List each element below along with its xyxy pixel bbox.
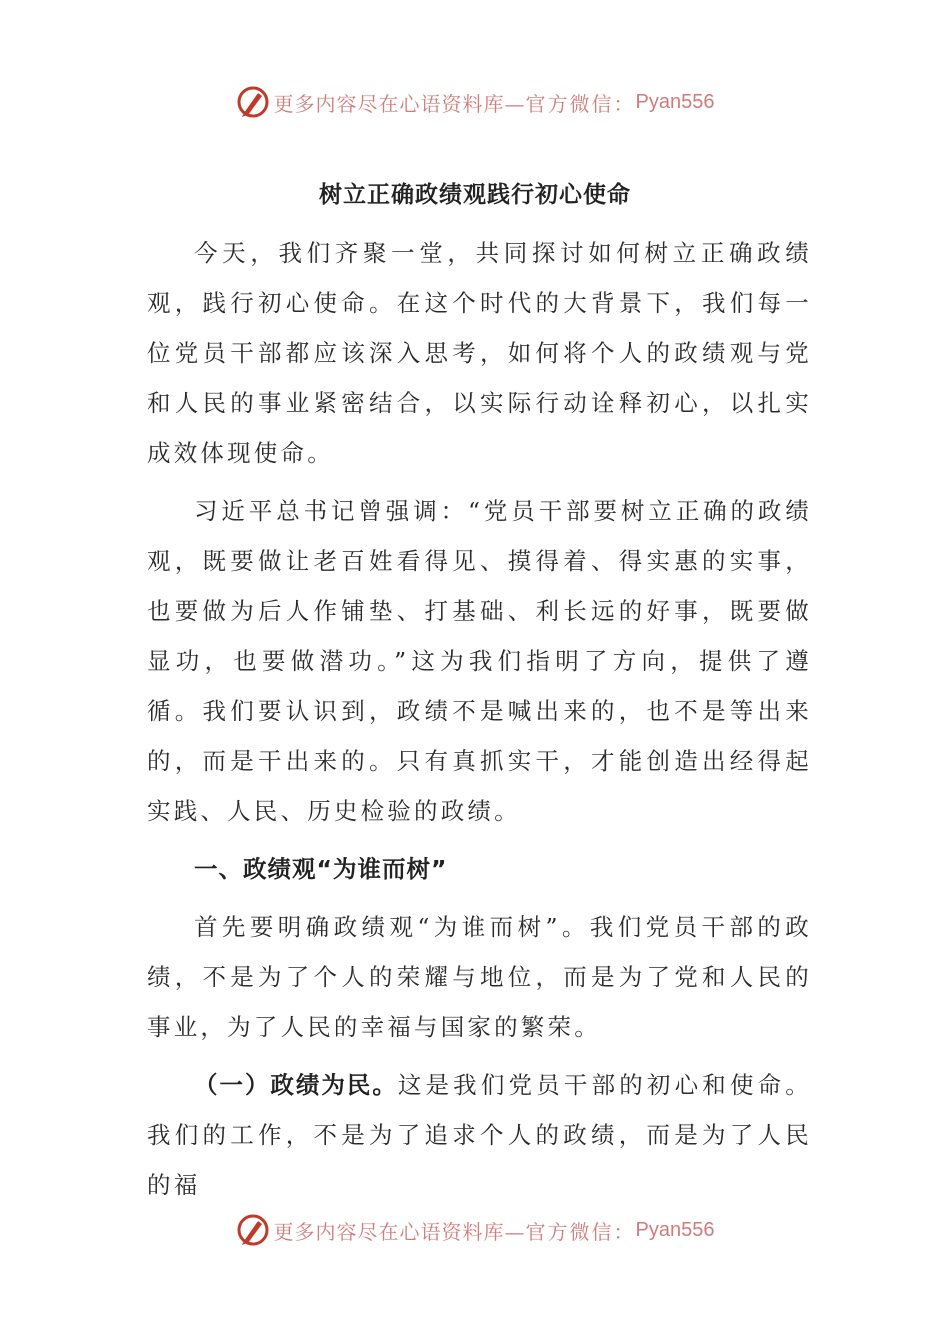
watermark-wechat-label: 官方微信： [525,1219,636,1244]
watermark-wechat-id: Pyan556 [635,90,715,113]
document-title: 树立正确政绩观践行初心使命 [319,182,631,208]
watermark-banner-bottom [0,1210,950,1250]
section-heading-1: 一、政绩观“为谁而树” [194,855,448,883]
subsection-1-paragraph [147,1060,812,1210]
watermark-wechat-label: 官方微信： [525,91,636,116]
watermark-banner-top [0,82,950,122]
subsection-1-text: 这是我们党员干部的初心和使命。我们的工作，不是为了追求个人的政绩，而是为了人民的福 [147,1071,813,1199]
document-body [147,228,812,1210]
watermark-text: 更多内容尽在心语资料库— [273,91,526,116]
watermark-wechat-id: Pyan556 [635,1218,715,1241]
pen-logo-icon [236,85,270,119]
subsection-1-heading: （一）政绩为民。 [194,1071,398,1099]
section-1-paragraph: 首先要明确政绩观“为谁而树”。我们党员干部的政绩，不是为了个人的荣耀与地位，而是为了党和人民的事业，为了人民的幸福与国家的繁荣。 [147,913,812,1041]
paragraph-1: 今天，我们齐聚一堂，共同探讨如何树立正确政绩观，践行初心使命。在这个时代的大背景下，我们每一位党员干部都应该深入思考，如何将个人的政绩观与党和人民的事业紧密结合，以实际行动诠释初心，以扎实成效体现使命。 [147,239,812,467]
watermark-text: 更多内容尽在心语资料库— [273,1219,526,1244]
paragraph-2: 习近平总书记曾强调：“党员干部要树立正确的政绩观，既要做让老百姓看得见、摸得着、得实惠的实事，也要做为后人作铺垫、打基础、利长远的好事，既要做显功，也要做潜功。”这为我们指明了方向，提供了遵循。我们要认识到，政绩不是喊出来的，也不是等出来的，而是干出来的。只有真抓实干，才能创造出经得起实践、人民、历史检验的政绩。 [147,497,812,825]
pen-logo-icon [236,1213,270,1247]
